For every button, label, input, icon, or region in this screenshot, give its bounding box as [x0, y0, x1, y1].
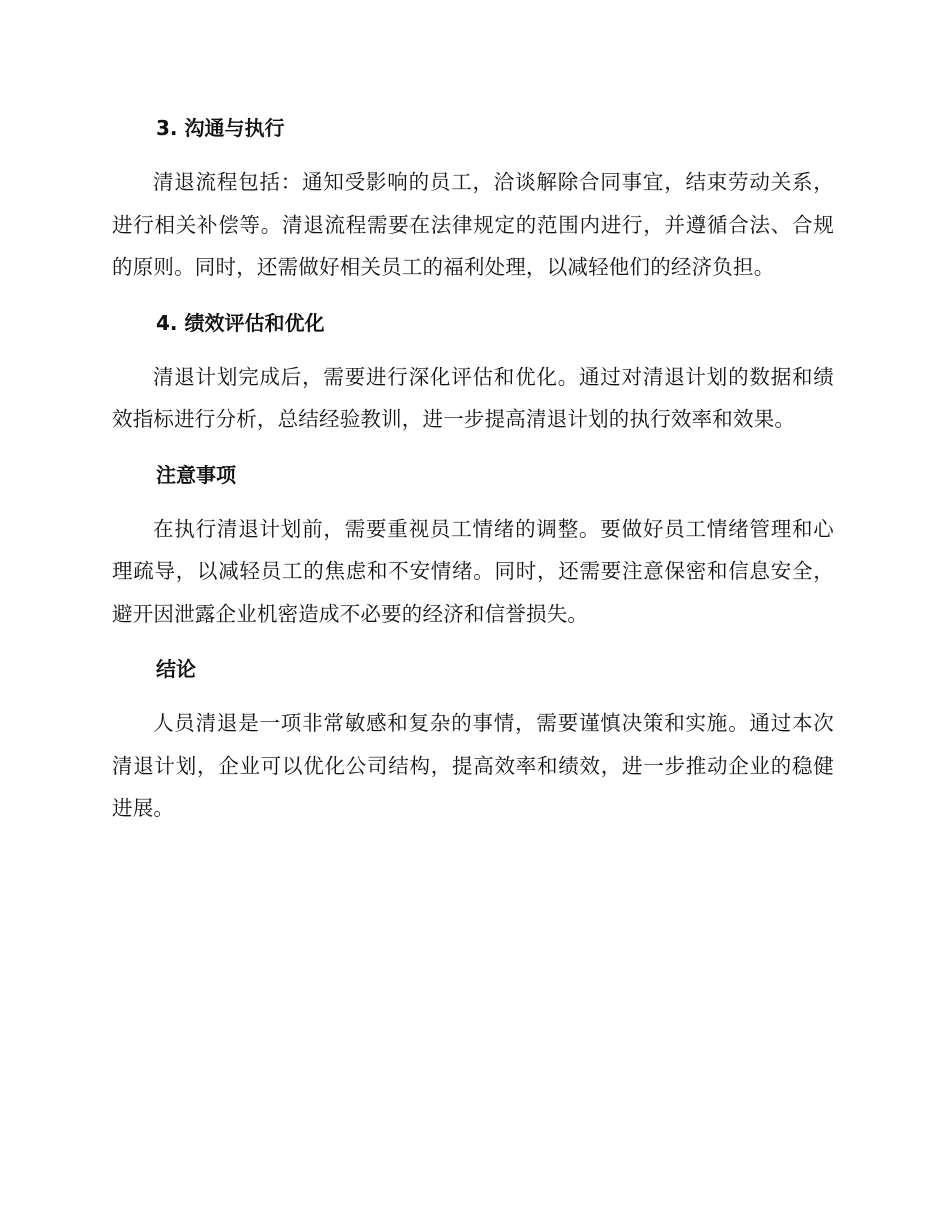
paragraph-performance-evaluation: 清退计划完成后，需要进行深化评估和优化。通过对清退计划的数据和绩效指标进行分析，总结经验教训，进一步提高清退计划的执行效率和效果。	[112, 364, 834, 431]
section-heading-conclusion: 结论	[156, 657, 196, 681]
paragraph-conclusion: 人员清退是一项非常敏感和复杂的事情，需要谨慎决策和实施。通过本次清退计划，企业可以优化公司结构，提高效率和绩效，进一步推动企业的稳健进展。	[112, 711, 834, 820]
spacer	[112, 635, 834, 649]
section-heading-precautions: 注意事项	[156, 462, 236, 487]
spacer	[112, 495, 834, 508]
spacer	[112, 689, 834, 702]
spacer	[112, 441, 834, 455]
paragraph-communication-execution: 清退流程包括：通知受影响的员工，洽谈解除合同事宜，结束劳动关系，进行相关补偿等。清退流程需要在法律规定的范围内进行，并遵循合法、合规的原则。同时，还需做好相关员工的福利处理，以减轻他们的经济负担。	[112, 170, 834, 279]
section-heading-communication-execution: 3. 沟通与执行	[156, 116, 285, 140]
spacer	[112, 289, 834, 303]
document-page	[112, 108, 834, 830]
paragraph-precautions: 在执行清退计划前，需要重视员工情绪的调整。要做好员工情绪管理和心理疏导，以减轻员工的焦虑和不安情绪。同时，还需要注意保密和信息安全，避开因泄露企业机密造成不必要的经济和信誉损失。	[112, 516, 834, 626]
section-heading-performance-evaluation: 4. 绩效评估和优化	[156, 310, 325, 335]
spacer	[112, 343, 834, 356]
spacer	[112, 148, 834, 161]
